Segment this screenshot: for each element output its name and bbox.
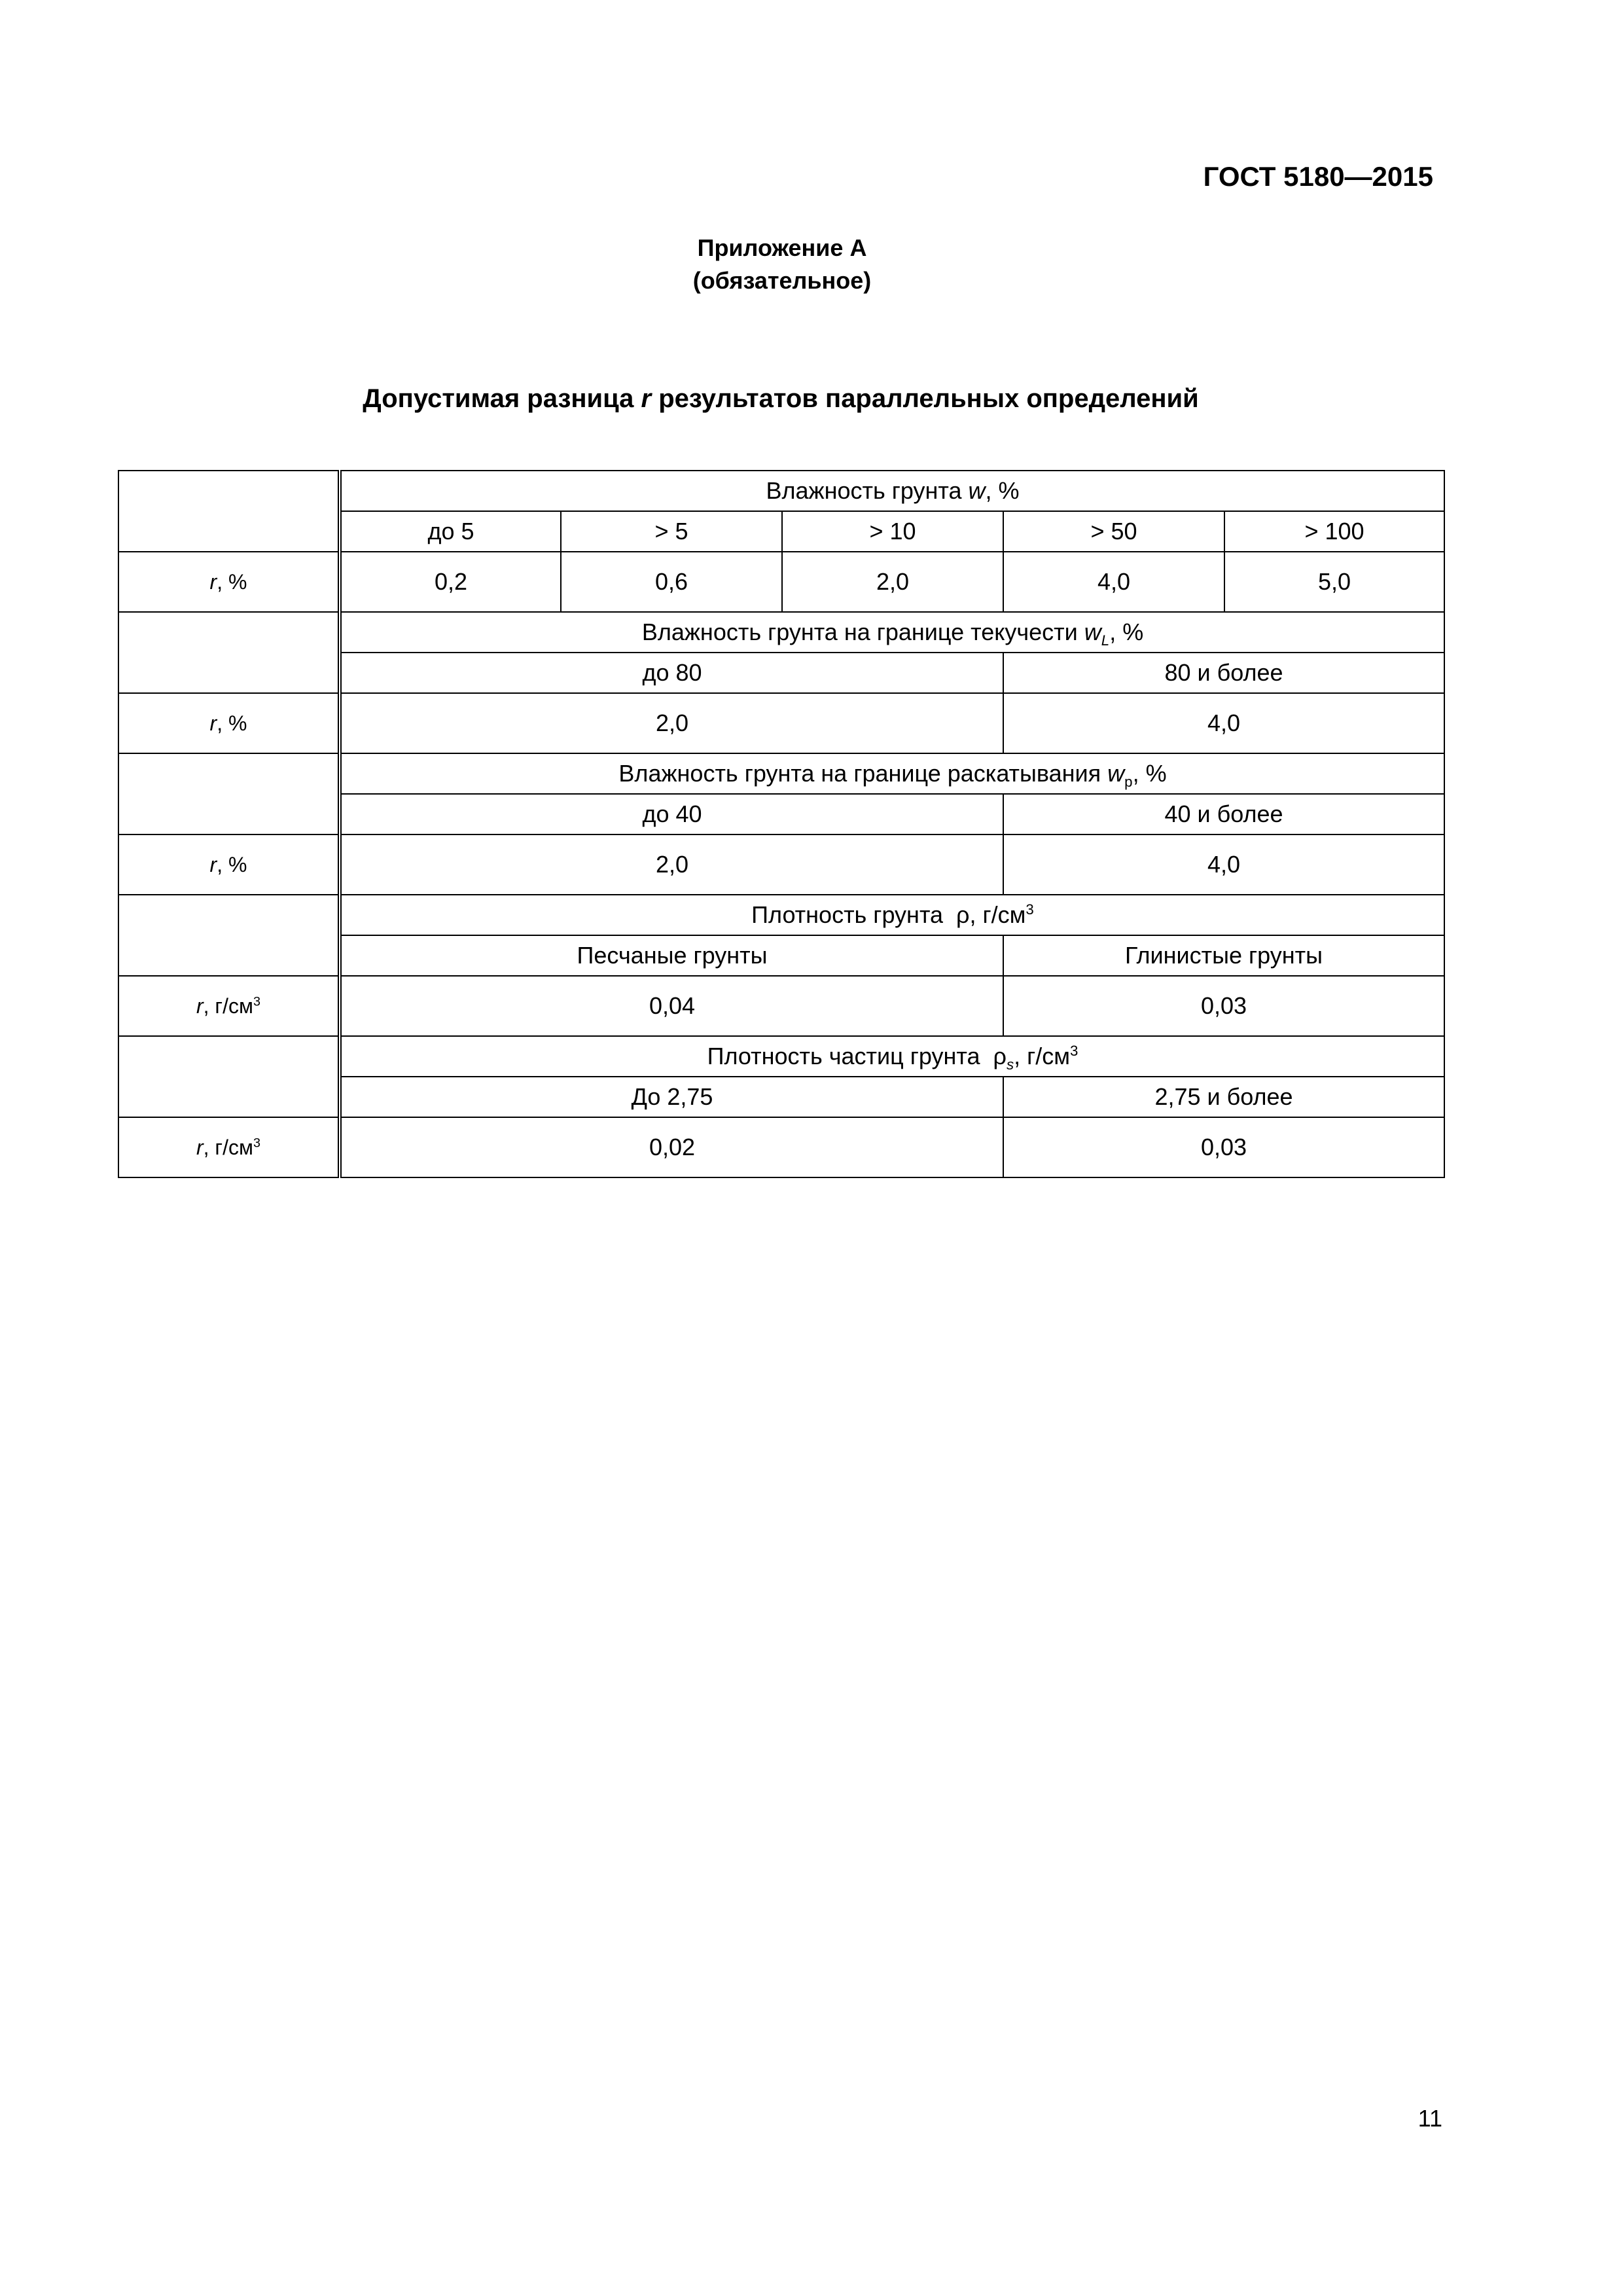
moisture-range: > 5 xyxy=(561,511,782,552)
moisture-value-row xyxy=(118,552,1444,612)
plastic-limit-heading-row xyxy=(118,753,1444,794)
particle-density-value-row xyxy=(118,1117,1444,1177)
moisture-value: 2,0 xyxy=(782,552,1003,612)
row-label-r-percent: r, % xyxy=(118,552,340,612)
moisture-range: > 10 xyxy=(782,511,1003,552)
table-title-symbol: r xyxy=(641,384,652,413)
moisture-range: до 5 xyxy=(340,511,561,552)
plastic-limit-value: 2,0 xyxy=(340,834,1003,895)
table-title xyxy=(0,384,1561,414)
liquid-limit-value: 2,0 xyxy=(340,693,1003,753)
moisture-range: > 100 xyxy=(1224,511,1444,552)
plastic-limit-value: 4,0 xyxy=(1003,834,1444,895)
plastic-limit-range: 40 и более xyxy=(1003,794,1444,834)
page-number: 11 xyxy=(1418,2105,1442,2132)
density-label-empty xyxy=(118,895,340,976)
particle-density-value: 0,02 xyxy=(340,1117,1003,1177)
moisture-value: 0,2 xyxy=(340,552,561,612)
moisture-value: 5,0 xyxy=(1224,552,1444,612)
appendix-status: (обязательное) xyxy=(692,267,872,294)
moisture-heading-row xyxy=(118,471,1444,511)
density-range: Песчаные грунты xyxy=(340,935,1003,976)
plastic-limit-range: до 40 xyxy=(340,794,1003,834)
appendix-title: Приложение А xyxy=(697,234,867,261)
liquid-limit-range: до 80 xyxy=(340,653,1003,693)
particle-density-heading: Плотность частиц грунта $\rho_s$, $г/см^3$ xyxy=(340,1036,1444,1077)
plastic-limit-value-row xyxy=(118,834,1444,895)
density-heading-row xyxy=(118,895,1444,935)
liquid-limit-value: 4,0 xyxy=(1003,693,1444,753)
density-value-row xyxy=(118,976,1444,1036)
moisture-value: 0,6 xyxy=(561,552,782,612)
row-label-r-percent: r, % xyxy=(118,693,340,753)
particle-density-value: 0,03 xyxy=(1003,1117,1444,1177)
liquid-limit-value-row xyxy=(118,693,1444,753)
row-label-r-density: r, $г/см^3$ xyxy=(118,1117,340,1177)
table-title-before: Допустимая разница xyxy=(363,384,641,413)
appendix-heading xyxy=(0,232,1564,297)
row-label-r-percent: r, % xyxy=(118,834,340,895)
density-heading: Плотность грунта ρ, $г/см^3$ xyxy=(340,895,1444,935)
moisture-range: > 50 xyxy=(1003,511,1224,552)
density-range: Глинистые грунты xyxy=(1003,935,1444,976)
moisture-value: 4,0 xyxy=(1003,552,1224,612)
document-code: ГОСТ 5180—2015 xyxy=(1203,161,1433,192)
particle-density-heading-row xyxy=(118,1036,1444,1077)
liquid-limit-range: 80 и более xyxy=(1003,653,1444,693)
moisture-label-empty xyxy=(118,471,340,552)
liquid-limit-label-empty xyxy=(118,612,340,693)
table-title-after: результатов параллельных определений xyxy=(651,384,1199,413)
plastic-limit-label-empty xyxy=(118,753,340,834)
liquid-limit-heading: Влажность грунта на границе текучести $w_L$, % xyxy=(340,612,1444,653)
row-label-r-density: r, $г/см^3$ xyxy=(118,976,340,1036)
tolerance-table xyxy=(118,470,1445,1178)
liquid-limit-heading-row xyxy=(118,612,1444,653)
plastic-limit-heading: Влажность грунта на границе раскатывания $w_p$, % xyxy=(340,753,1444,794)
moisture-heading: Влажность грунта w, % xyxy=(340,471,1444,511)
density-value: 0,04 xyxy=(340,976,1003,1036)
particle-density-range: 2,75 и более xyxy=(1003,1077,1444,1117)
density-value: 0,03 xyxy=(1003,976,1444,1036)
particle-density-label-empty xyxy=(118,1036,340,1117)
particle-density-range: До 2,75 xyxy=(340,1077,1003,1117)
